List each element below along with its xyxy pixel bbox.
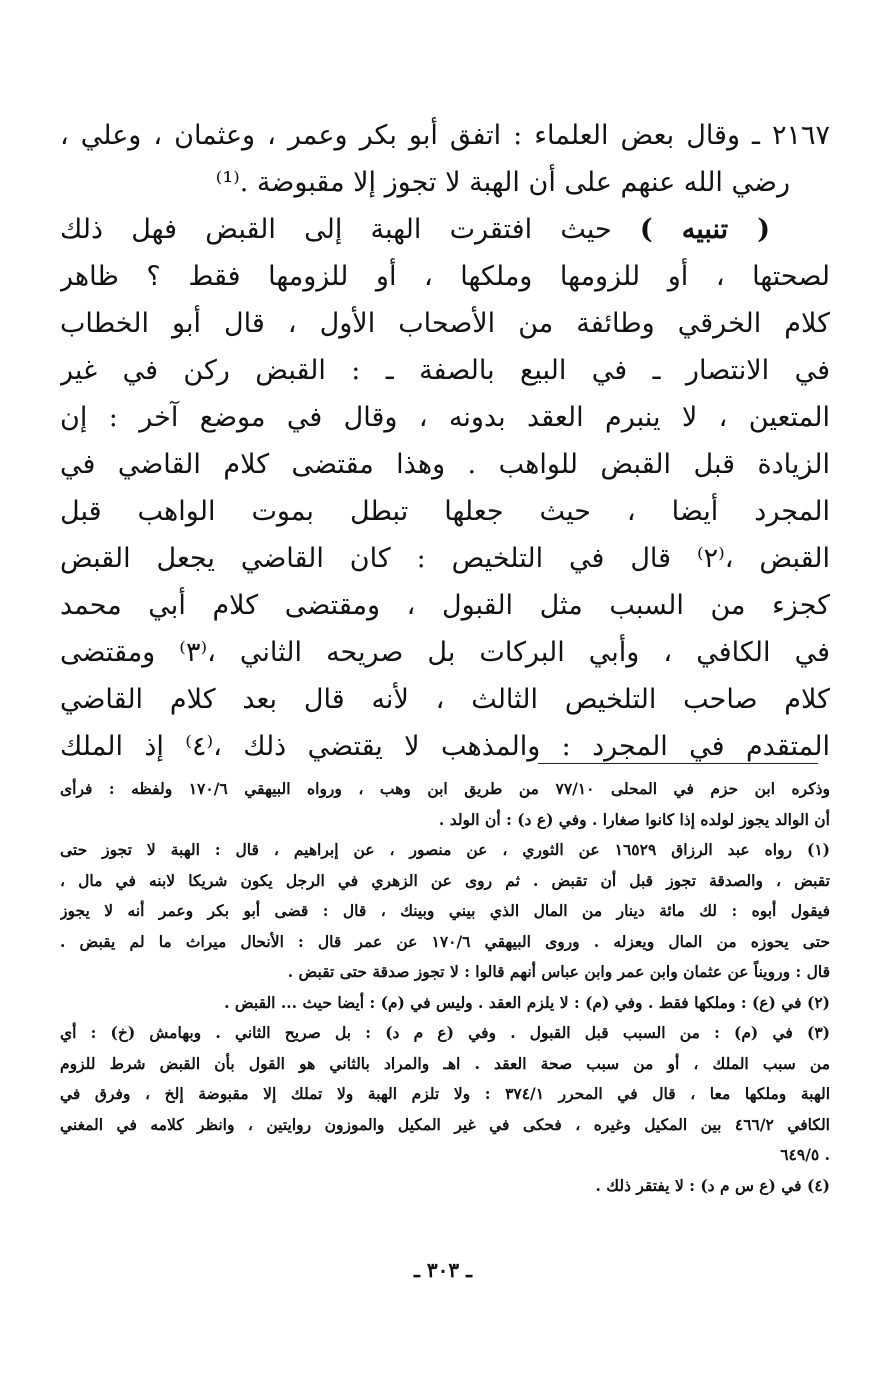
text-line: المتعين ، لا ينبرم العقد بدونه ، وقال في موضع آخر : إن [60,402,830,433]
text-line: في الانتصار ـ في البيع بالصفة ـ : القبض ركن في غير [60,355,830,386]
footnote-line: (٢) في (ع) : وملكها فقط . وفي (م) : لا يلزم العقد . وليس في (م) : أيضا حيث ... القبض . [224,992,830,1012]
main-text [60,112,830,770]
footnote-line: . ٦٤٩/٥ [780,1145,830,1164]
tanbih-label: ( تنبيه ) [639,214,770,245]
text-line: المتقدم في المجرد : والمذهب لا يقتضي ذلك ،⁽٤⁾ إذ الملك [60,731,830,762]
footnote-line: وذكره ابن حزم في المحلى ٧٧/١٠ من طريق ابن وهب ، ورواه البيهقي ١٧٠/٦ ولفظه : فرأى [60,779,830,798]
text-line: كلام الخرقي وطائفة من الأصحاب الأول ، قال أبو الخطاب [60,308,830,339]
footnote-line: قال : ورويناً عن عثمان وابن عمر وابن عباس أنهم قالوا : لا تجوز صدقة حتى تقبض . [287,962,830,981]
text-line-rest: حيث افتقرت الهبة إلى القبض فهل ذلك [60,214,612,245]
footnotes [60,774,830,1201]
footnote-line: (٤) في (ع س م د) : لا يفتقر ذلك . [595,1175,830,1195]
footnote-line: الهبة وملكها معا ، قال في المحرر ٣٧٤/١ : ولا تلزم الهبة ولا تملك إلا مقبوضة إلخ ، وفرق في [60,1084,830,1103]
footnote-line: الكافي ٤٦٦/٢ بين المكيل وغيره ، فحكى في غير المكيل والموزون روايتين ، وانظر كلامه في المغني [60,1114,830,1134]
footnote-line: فيقول أبوه : لك مائة دينار من المال الذي بيني وبينك ، قال : قضى أبو بكر وعمر أنه لا يجوز [60,901,830,920]
page-number: ـ ٣٠٣ ـ [414,1258,472,1282]
footnote-line: (٣) في (م) : من السبب قبل القبول . وفي (ع م د) : بل صريح الثاني . وبهامش (خ) : أي [60,1023,830,1042]
text-line: القبض ،⁽٢⁾ قال في التلخيص : كان القاضي يجعل القبض [60,543,830,574]
text-line: المجرد أيضا ، حيث جعلها تبطل بموت الواهب قبل [60,496,830,527]
footnote-line: تقبض ، والصدقة تجوز قبل أن تقبض . ثم روى عن الزهري في الرجل يكون شريكا لابنه في مال ، [60,870,830,890]
text-line: الزيادة قبل القبض للواهب . وهذا مقتضى كلام القاضي في [60,449,830,480]
text-line: رضي الله عنهم على أن الهبة لا تجوز إلا مقبوضة .⁽¹⁾ [215,167,790,198]
footnote-line: حتى يحوزه من المال ويعزله . وروى البيهقي ١٧٠/٦ عن عمر قال : الأنحال ميراث ما لم يقبض . [60,931,830,951]
text-line: في الكافي ، وأبي البركات بل صريحه الثاني ،⁽٣⁾ ومقتضى [60,637,830,668]
text-line [60,206,830,253]
text-line: لصحتها ، أو للزومها وملكها ، أو للزومها فقط ؟ ظاهر [60,261,830,292]
footnote-line: (١) رواه عبد الرزاق ١٦٥٢٩ عن الثوري ، عن منصور ، عن إبراهيم ، قال : الهبة لا تجوز حتى [60,840,830,859]
footnote-divider [538,763,818,764]
text-line: كلام صاحب التلخيص الثالث ، لأنه قال بعد كلام القاضي [60,684,830,715]
text-line: كجزء من السبب مثل القبول ، ومقتضى كلام أبي محمد [60,590,830,621]
footnote-line: أن الوالد يجوز لولده إذا كانوا صغارا . وفي (ع د) : أن الولد . [438,809,830,829]
footnote-line: من سبب الملك ، أو من سبب صحة العقد . اهـ والمراد بالثاني هو القول بأن القبض شرط للزوم [60,1053,830,1073]
text-line: ٢١٦٧ ـ وقال بعض العلماء : اتفق أبو بكر وعمر ، وعثمان ، وعلي ، [60,120,830,151]
